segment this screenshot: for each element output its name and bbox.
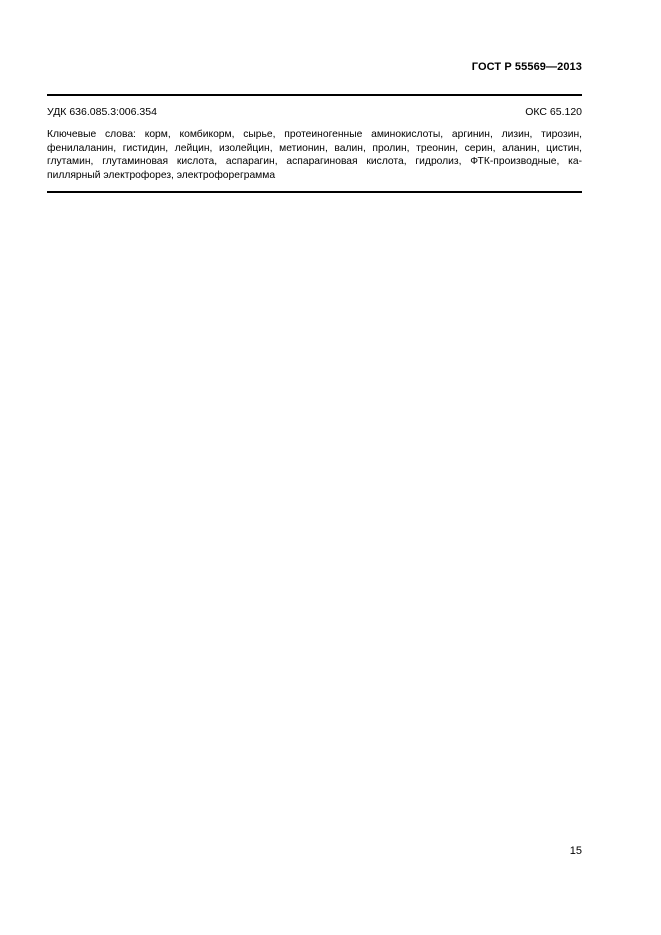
keywords-line: фенилаланин, гистидин, лейцин, изолейцин, метионин, валин, пролин, треонин, серин, аланин, цистин, xyxy=(47,142,582,154)
page-number: 15 xyxy=(569,845,582,857)
keywords-line: глутамин, глутаминовая кислота, аспарагин, аспарагиновая кислота, гидролиз, ФТК-производные, ка- xyxy=(47,156,582,167)
oks-code: ОКС 65.120 xyxy=(525,106,582,118)
document-code: ГОСТ Р 55569—2013 xyxy=(471,61,582,73)
top-divider xyxy=(47,94,582,96)
keywords-paragraph xyxy=(47,128,582,182)
keywords-line: пиллярный электрофорез, электрофореграмма xyxy=(47,169,276,181)
udk-code: УДК 636.085.3:006.354 xyxy=(47,106,157,118)
keywords-line: Ключевые слова: корм, комбикорм, сырье, протеиногенные аминокислоты, аргинин, лизин, тирозин, xyxy=(47,129,582,140)
bottom-divider xyxy=(47,191,582,193)
